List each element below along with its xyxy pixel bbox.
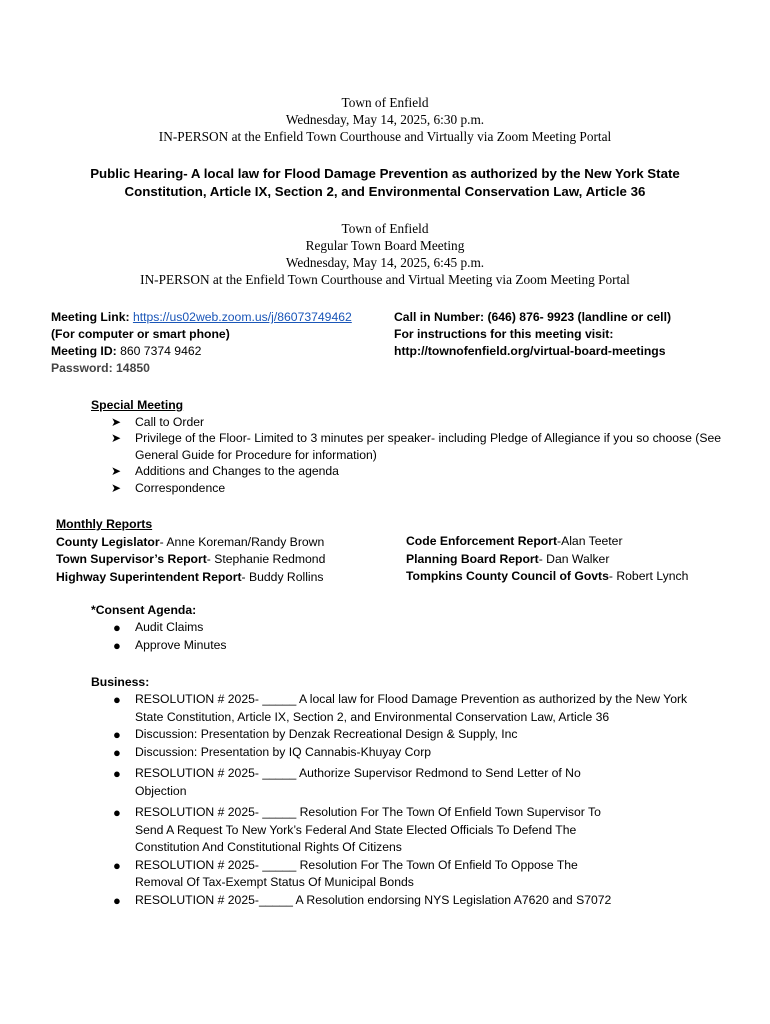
report-item: Town Supervisor’s Report- Stephanie Redmond (56, 552, 326, 566)
consent-agenda-section (91, 602, 695, 654)
bullet-icon: ● (113, 744, 121, 760)
meeting-date: Wednesday, May 14, 2025, 6:45 p.m. (285, 255, 485, 270)
meeting-type: Regular Town Board Meeting (305, 238, 465, 253)
instructions-note: For instructions for this meeting visit: (394, 327, 614, 341)
list-item: ● RESOLUTION # 2025-_____ A Resolution endorsing NYS Legislation A7620 and S7072 (113, 892, 612, 908)
arrow-bullet-icon: ➤ (111, 480, 122, 495)
business-list (91, 691, 695, 909)
bullet-icon: ● (113, 727, 121, 742)
device-note: (For computer or smart phone) (51, 327, 230, 341)
bullet-icon: ● (113, 857, 121, 873)
report-item: Code Enforcement Report-Alan Teeter (406, 534, 623, 548)
list-item: ● RESOLUTION # 2025- _____ Resolution For The Town Of Enfield To Oppose The Removal Of Tax-Exempt Status Of Municipal Bonds (113, 857, 578, 889)
arrow-bullet-icon: ➤ (111, 415, 122, 429)
consent-agenda-title: *Consent Agenda: (91, 603, 197, 617)
public-hearing-heading (0, 165, 770, 201)
bullet-icon: ● (113, 805, 121, 820)
list-item: ● RESOLUTION # 2025- _____ Resolution For The Town Of Enfield Town Supervisor To Send A Request To New York’s Federal And State Elected Officials To Defend The Constitution And Constitutional Rights Of Citizens (113, 805, 601, 854)
consent-agenda-list (91, 619, 695, 654)
meeting-link-label: Meeting Link: (51, 310, 130, 324)
bullet-icon: ● (113, 620, 121, 635)
special-meeting-section (91, 397, 725, 496)
meeting-info-right (394, 309, 671, 360)
report-item: Planning Board Report- Dan Walker (406, 551, 610, 566)
bullet-icon: ● (113, 892, 121, 908)
business-section (91, 674, 695, 909)
meeting-header-2 (0, 220, 770, 288)
town-name: Town of Enfield (341, 95, 429, 110)
monthly-reports-section (56, 516, 325, 586)
meeting-header-1 (0, 94, 770, 145)
meeting-password: Password: 14850 (51, 361, 150, 375)
monthly-reports-right (406, 533, 688, 586)
report-item: Highway Superintendent Report- Buddy Rollins (56, 569, 324, 584)
bullet-icon: ● (113, 766, 121, 781)
meeting-date: Wednesday, May 14, 2025, 6:30 p.m. (285, 112, 485, 127)
hearing-line-1: Public Hearing- A local law for Flood Damage Prevention as authorized by the New York State (90, 166, 680, 181)
list-item: ● Discussion: Presentation by IQ Cannabis-Khuyay Corp (113, 744, 432, 760)
meeting-location: IN-PERSON at the Enfield Town Courthouse and Virtually via Zoom Meeting Portal (158, 129, 612, 144)
list-item: ➤ Call to Order (111, 415, 205, 429)
list-item: ➤ Privilege of the Floor- Limited to 3 minutes per speaker- including Pledge of Allegiance if you so choose (See General Guide for Procedure for information) (111, 431, 721, 462)
arrow-bullet-icon: ➤ (111, 431, 122, 446)
call-in-number: Call in Number: (646) 876- 9923 (landline or cell) (394, 310, 672, 324)
town-name: Town of Enfield (341, 221, 429, 236)
meeting-id-label: Meeting ID: (51, 344, 117, 358)
meeting-link[interactable]: https://us02web.zoom.us/j/86073749462 (132, 310, 352, 324)
instructions-link[interactable]: http://townofenfield.org/virtual-board-meetings (394, 344, 666, 358)
arrow-bullet-icon: ➤ (111, 464, 122, 479)
monthly-reports-title: Monthly Reports (56, 517, 153, 531)
list-item: ➤ Additions and Changes to the agenda (111, 464, 339, 479)
bullet-icon: ● (113, 637, 121, 653)
list-item: ● RESOLUTION # 2025- _____ Authorize Supervisor Redmond to Send Letter of No Objection (113, 766, 581, 798)
list-item: ● RESOLUTION # 2025- _____ A local law for Flood Damage Prevention as authorized by the New York State Constitution, Article IX, Section 2, and Environmental Conservation Law, Article 36 (113, 692, 688, 724)
bullet-icon: ● (113, 692, 121, 707)
business-title: Business: (91, 675, 150, 689)
report-item: County Legislator- Anne Koreman/Randy Brown (56, 534, 325, 549)
hearing-line-2: Constitution, Article IX, Section 2, and Environmental Conservation Law, Article 36 (124, 184, 646, 199)
report-item: Tompkins County Council of Govts- Robert Lynch (406, 569, 689, 583)
list-item: ● Discussion: Presentation by Denzak Recreational Design & Supply, Inc (113, 727, 518, 742)
list-item: ● Audit Claims (113, 620, 204, 635)
list-item: ➤ Correspondence (111, 480, 226, 495)
meeting-location: IN-PERSON at the Enfield Town Courthouse and Virtual Meeting via Zoom Meeting Portal (140, 272, 630, 287)
list-item: ● Approve Minutes (113, 637, 227, 653)
meeting-info-left (51, 309, 352, 377)
meeting-id-value: 860 7374 9462 (120, 344, 202, 358)
special-meeting-title: Special Meeting (91, 398, 184, 412)
special-meeting-list (91, 414, 725, 496)
